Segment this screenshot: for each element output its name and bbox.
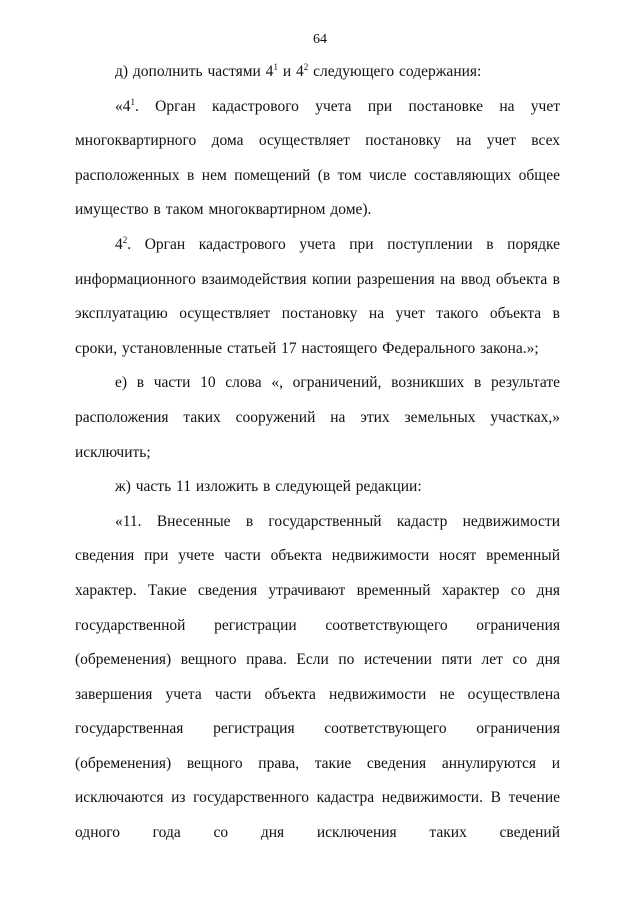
document-body <box>75 55 560 851</box>
paragraph-amendment-zh <box>75 470 560 505</box>
paragraph-part-11 <box>75 505 560 851</box>
paragraph-text: ж) часть 11 изложить в следующей редакции: <box>115 478 422 496</box>
paragraph-text: . Орган кадастрового учета при поступлении в порядке информационного взаимодействия копии разрешения на ввод объекта в эксплуатацию осуществляет постановку на учет такого объекта в сроки, установленные статьей 17 настоящего Федерального закона.»; <box>75 235 560 357</box>
paragraph-text: следующего содержания: <box>308 63 482 80</box>
paragraph-part-4-1 <box>75 90 560 228</box>
superscript: 2 <box>303 61 309 72</box>
paragraph-text: 4 <box>115 235 123 253</box>
paragraph-amendment-e <box>75 366 560 470</box>
page-number: 64 <box>313 32 327 47</box>
paragraph-text: д) дополнить частями 4 <box>115 63 274 80</box>
paragraph-amendment-d <box>75 55 560 90</box>
paragraph-text: . Орган кадастрового учета при постановке на учет многоквартирного дома осуществляет постановку на учет всех расположенных в нем помещений (в том числе составляющих общее имущество в таком многоквартирном доме). <box>75 97 560 219</box>
paragraph-text: «4 <box>115 97 131 115</box>
superscript: 2 <box>122 234 128 245</box>
superscript: 1 <box>273 61 278 72</box>
paragraph-part-4-2 <box>75 228 560 366</box>
paragraph-text: «11. Внесенные в государственный кадастр недвижимости сведения при учете части объекта недвижимости носят временный характер. Такие сведения утрачивают временный характер со дня государственной регистрации соответствующего ограничения (обременения) вещного права. Если по истечении пяти лет со дня завершения учета части объекта недвижимости не осуществлена государственная регистрация соответствующего ограничения (обременения) вещного права, такие сведения аннулируются и исключаются из государственного кадастра недвижимости. В течение одного года со дня исключения таких сведений <box>75 512 560 842</box>
paragraph-text: и 4 <box>277 63 304 80</box>
superscript: 1 <box>130 96 135 107</box>
paragraph-text: е) в части 10 слова «, ограничений, возникших в результате расположения таких сооружений на этих земельных участках,» исключить; <box>75 374 560 461</box>
